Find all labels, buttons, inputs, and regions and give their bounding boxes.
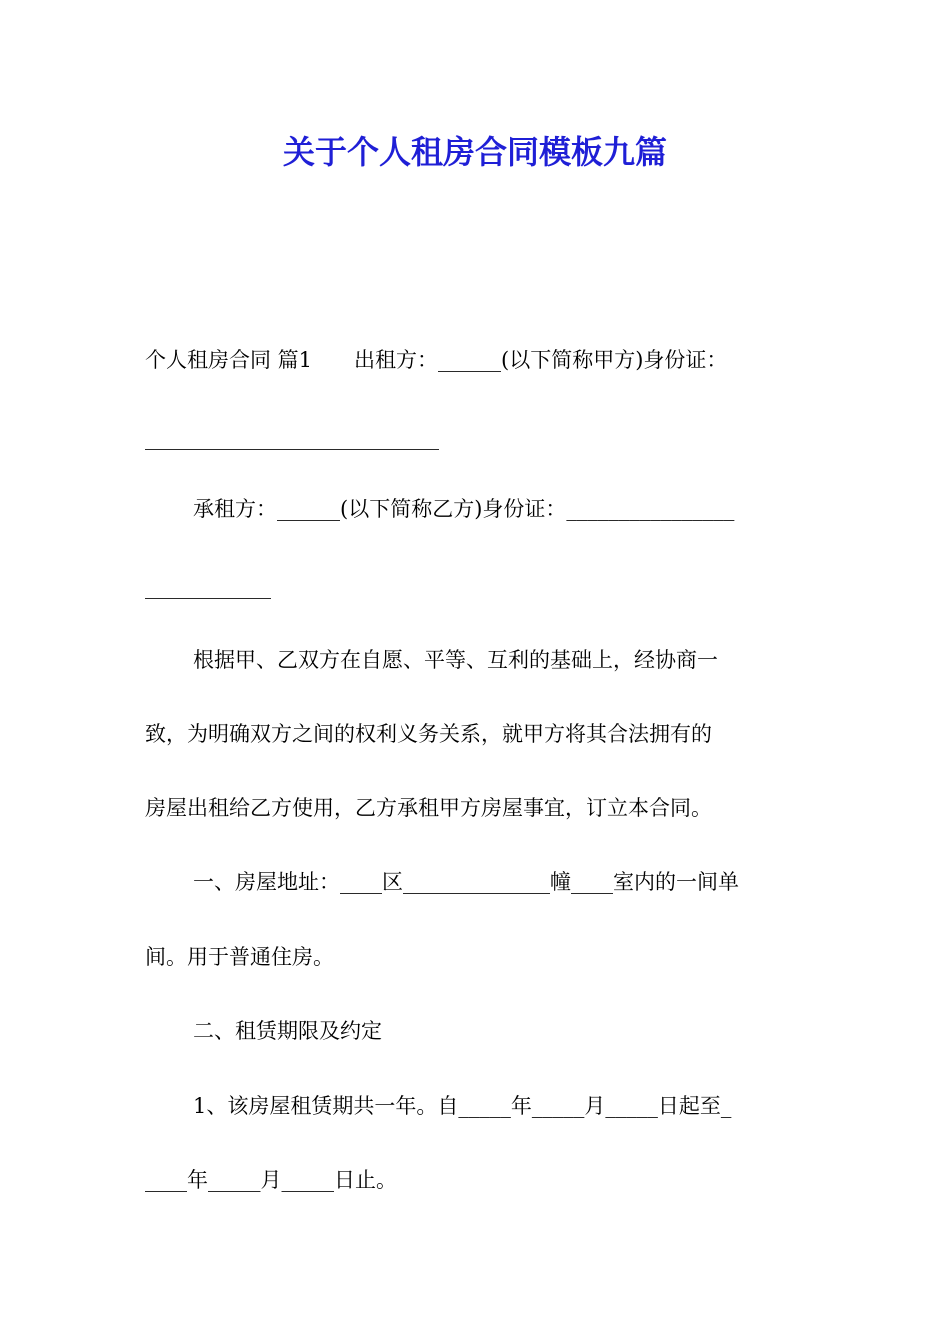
text-line-10: 二、租赁期限及约定 xyxy=(193,1019,382,1043)
page-title: 关于个人租房合同模板九篇 xyxy=(282,133,667,171)
text-line-9: 间。用于普通住房。 xyxy=(145,945,334,969)
text-line-7: 房屋出租给乙方使用，乙方承租甲方房屋事宜，订立本合同。 xyxy=(145,796,712,820)
text-line-8: 一、房屋地址：____区______________幢____室内的一间单 xyxy=(193,870,739,894)
text-line-11: 1、该房屋租赁期共一年。自_____年_____月_____日起至_ xyxy=(193,1094,732,1118)
text-line-1: 个人租房合同 篇1 出租方：______(以下简称甲方)身份证： xyxy=(145,348,728,372)
text-line-12: ____年_____月_____日止。 xyxy=(145,1168,397,1192)
text-line-3: 承租方：______(以下简称乙方)身份证：________________ xyxy=(193,497,735,521)
text-line-4: ____________ xyxy=(145,575,271,599)
text-line-2: ____________________________ xyxy=(145,426,439,450)
text-line-6: 致，为明确双方之间的权利义务关系，就甲方将其合法拥有的 xyxy=(145,722,712,746)
text-line-5: 根据甲、乙双方在自愿、平等、互利的基础上，经协商一 xyxy=(193,648,718,672)
